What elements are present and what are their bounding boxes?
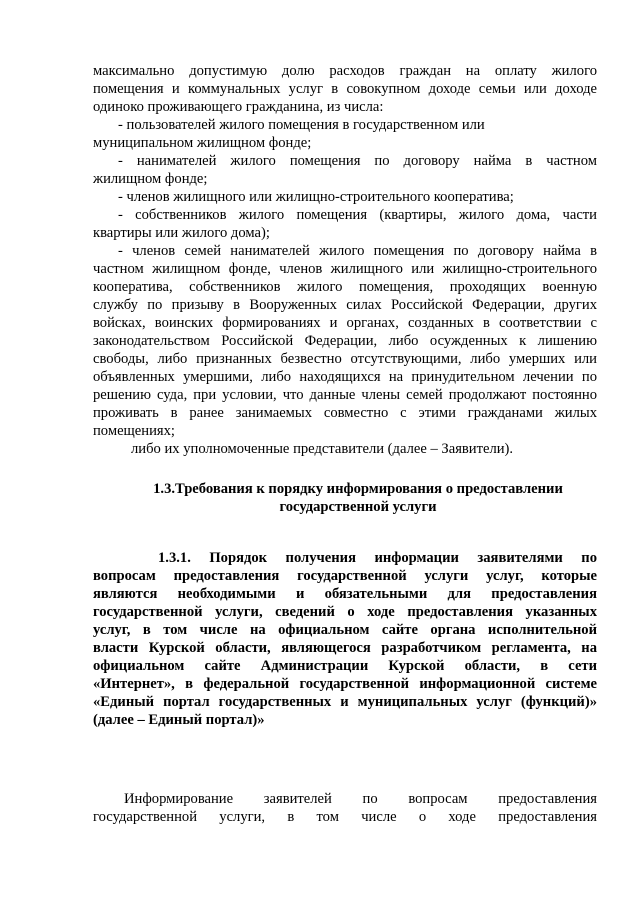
section-heading: 1.3.Требования к порядку информирования о предоставлении <box>153 481 563 497</box>
list-item-line: жилищном фонде; <box>93 171 208 187</box>
list-item-line: - пользователей жилого помещения в государственном или <box>118 117 485 133</box>
subsection-line: «Интернет», в федеральной государственной информационной системе <box>93 676 597 692</box>
text-line: одиноко проживающего гражданина, из числа: <box>93 99 384 115</box>
list-item-line: - членов жилищного или жилищно-строительного кооператива; <box>118 189 514 205</box>
list-item-line: - нанимателей жилого помещения по договору найма в частном <box>118 153 597 169</box>
list-item-line: - членов семей нанимателей жилого помещения по договору найма в <box>118 243 597 259</box>
section-heading: государственной услуги <box>279 499 437 515</box>
list-item-line: законодательством Российской Федерации, либо осужденных к лишению <box>93 333 597 349</box>
list-item-line: муниципальном жилищном фонде; <box>93 135 312 151</box>
subsection-line: являются необходимыми и обязательными для предоставления <box>93 586 597 602</box>
subsection-line: «Единый портал государственных и муниципальных услуг (функций)» <box>93 694 597 710</box>
list-item-line: частном жилищном фонде, членов жилищного или жилищно-строительного <box>93 261 597 277</box>
list-item-line: - собственников жилого помещения (квартиры, жилого дома, части <box>118 207 597 223</box>
subsection-line: власти Курской области, являющегося разработчиком регламента, на <box>93 640 597 656</box>
text-line: государственной услуги, в том числе о ходе предоставления <box>93 809 597 825</box>
subsection-line: государственной услуги, сведений о ходе предоставления указанных <box>93 604 597 620</box>
list-item-line: решению суда, при условии, что данные члены семей продолжают постоянно <box>93 387 597 403</box>
list-item-line: свободы, либо признанных безвестно отсутствующими, либо умерших или <box>93 351 597 367</box>
list-item-line: квартиры или жилого дома); <box>93 225 270 241</box>
subsection-line: вопросам предоставления государственной услуги услуг, которые <box>93 568 597 584</box>
list-item-line: помещениях; <box>93 423 175 439</box>
text-line: максимально допустимую долю расходов граждан на оплату жилого <box>93 63 597 79</box>
list-item-line: кооператива, собственников жилого помещения, проходящих военную <box>93 279 597 295</box>
subsection-line: 1.3.1. Порядок получения информации заявителями по <box>158 550 597 566</box>
text-line: помещения и коммунальных услуг в совокупном доходе семьи или доходе <box>93 81 597 97</box>
text-line: Информирование заявителей по вопросам предоставления <box>124 791 597 807</box>
list-item-line: проживать в ранее занимаемых совместно с этими гражданами жилых <box>93 405 597 421</box>
subsection-line: официальном сайте Администрации Курской области, в сети <box>93 658 597 674</box>
list-item-line: войсках, воинских формированиях и органах, созданных в соответствии с <box>93 315 597 331</box>
list-item-line: объявленных умершими, либо находящихся на принудительном лечении по <box>93 369 597 385</box>
subsection-line: услуг, в том числе на официальном сайте органа исполнительной <box>93 622 597 638</box>
representatives-line: либо их уполномоченные представители (далее – Заявители). <box>131 441 514 457</box>
subsection-line: (далее – Единый портал)» <box>93 712 265 728</box>
list-item-line: службу по призыву в Вооруженных силах Российской Федерации, других <box>93 297 597 313</box>
